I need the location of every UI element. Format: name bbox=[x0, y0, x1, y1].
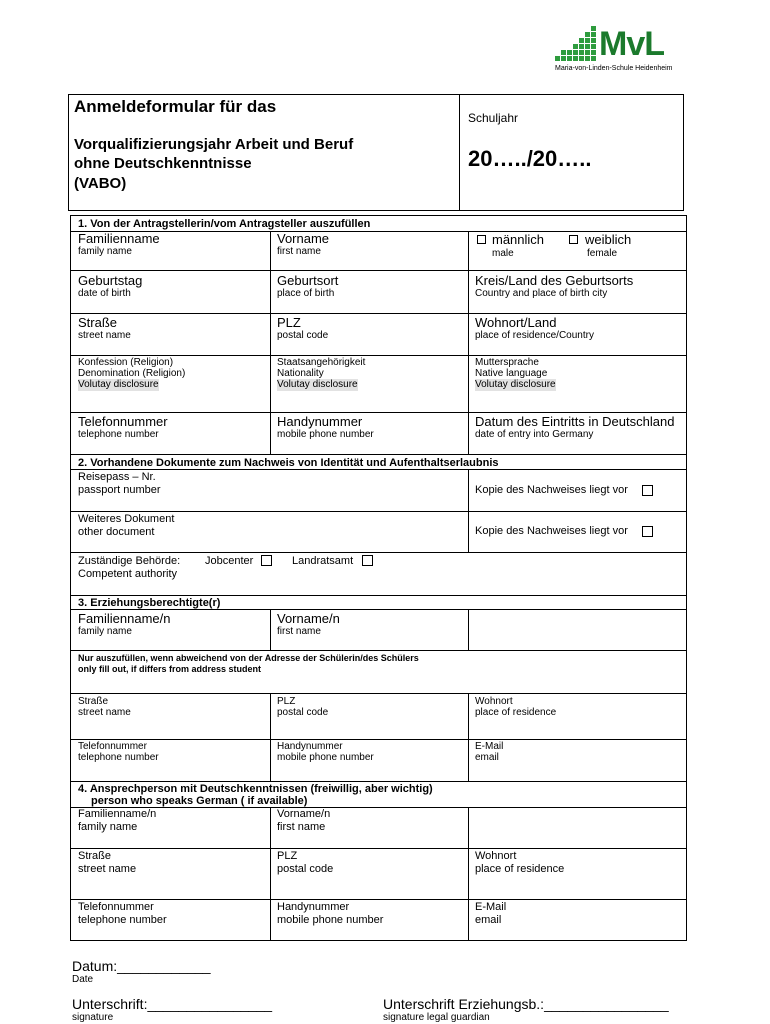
s3-familienname-label: Familienname/n bbox=[78, 611, 171, 626]
street-label: street name bbox=[78, 330, 131, 341]
signature-guardian-label: signature legal guardian bbox=[383, 1012, 490, 1023]
kopie-checkbox-1[interactable] bbox=[642, 485, 653, 496]
kopie-checkbox-2[interactable] bbox=[642, 526, 653, 537]
telephone-label: telephone number bbox=[78, 429, 159, 440]
female-label: female bbox=[587, 248, 618, 259]
maennlich-checkbox[interactable] bbox=[477, 235, 486, 244]
s3-family-name-label: family name bbox=[78, 626, 132, 637]
plz-label: PLZ bbox=[277, 315, 301, 330]
kopie-label-2: Kopie des Nachweises liegt vor bbox=[475, 525, 628, 537]
s3-note-en: only fill out, if differs from address student bbox=[78, 664, 262, 674]
s3-email-label: E-Mail bbox=[475, 741, 504, 752]
signature-label: signature bbox=[72, 1012, 114, 1023]
section-4-subtitle: person who speaks German ( if available) bbox=[91, 795, 308, 807]
unterschrift-field[interactable]: Unterschrift:________________ bbox=[72, 996, 273, 1012]
date-of-birth-label: date of birth bbox=[78, 288, 131, 299]
s3-wohnort-label: Wohnort bbox=[475, 696, 513, 707]
form-subtitle-1: Vorqualifizierungsjahr Arbeit und Beruf bbox=[74, 136, 354, 153]
denomination-label: Denomination (Religion) bbox=[78, 368, 186, 379]
s3-note-de: Nur auszufüllen, wenn abweichend von der Adresse der Schülerin/des Schülers bbox=[78, 653, 419, 663]
section-1-title: 1. Von der Antragstellerin/vom Antragsteller auszufüllen bbox=[78, 218, 371, 230]
staat-label: Staatsangehörigkeit bbox=[277, 357, 366, 368]
s4-email-en-label: email bbox=[475, 914, 502, 926]
konfession-disclosure: Volutay disclosure bbox=[78, 379, 159, 390]
reisepass-label: Reisepass – Nr. bbox=[78, 471, 156, 483]
section-2-title: 2. Vorhandene Dokumente zum Nachweis von Identität und Aufenthaltserlaubnis bbox=[78, 457, 499, 469]
form-title: Anmeldeformular für das bbox=[74, 97, 277, 116]
native-language-label: Native language bbox=[475, 368, 548, 379]
mutter-disclosure: Volutay disclosure bbox=[475, 379, 556, 390]
s4-family-name-label: family name bbox=[78, 821, 138, 833]
datum-field[interactable]: Datum:____________ bbox=[72, 958, 211, 974]
jobcenter-checkbox[interactable] bbox=[261, 555, 272, 566]
s4-first-name-label: first name bbox=[277, 821, 326, 833]
form-subtitle-2: ohne Deutschkenntnisse bbox=[74, 155, 252, 172]
strasse-label: Straße bbox=[78, 315, 118, 330]
male-label: male bbox=[492, 248, 514, 259]
kreisland-label: Kreis/Land des Geburtsorts bbox=[475, 273, 634, 288]
s3-strasse-label: Straße bbox=[78, 696, 109, 707]
s4-postal-label: postal code bbox=[277, 863, 334, 875]
schuljahr-label: Schuljahr bbox=[468, 111, 519, 125]
s4-telefon-label: Telefonnummer bbox=[78, 901, 154, 913]
s3-email-en-label: email bbox=[475, 752, 499, 763]
place-of-birth-label: place of birth bbox=[277, 288, 335, 299]
eintritt-label: Datum des Eintritts in Deutschland bbox=[475, 414, 675, 429]
s4-plz-label: PLZ bbox=[277, 850, 298, 862]
schuljahr-value[interactable]: 20…../20….. bbox=[468, 146, 592, 171]
entry-label: date of entry into Germany bbox=[475, 429, 594, 440]
logo-school-name: Maria-von-Linden-Schule Heidenheim bbox=[555, 65, 673, 72]
s4-handy-label: Handynummer bbox=[277, 901, 350, 913]
first-name-label: first name bbox=[277, 246, 321, 257]
s4-strasse-label: Straße bbox=[78, 850, 112, 862]
postal-label: postal code bbox=[277, 330, 329, 341]
s4-familienname-label: Familienname/n bbox=[78, 808, 157, 820]
vorname-label: Vorname bbox=[277, 231, 330, 246]
s4-street-label: street name bbox=[78, 863, 137, 875]
passport-label: passport number bbox=[78, 484, 161, 496]
logo-letters: MvL bbox=[599, 25, 664, 63]
s3-street-label: street name bbox=[78, 707, 131, 718]
weiblich-label: weiblich bbox=[585, 232, 632, 247]
familienname-label: Familienname bbox=[78, 231, 160, 246]
s4-mobile-label: mobile phone number bbox=[277, 914, 384, 926]
s4-telephone-label: telephone number bbox=[78, 914, 167, 926]
behoerde-label: Zuständige Behörde: bbox=[78, 555, 181, 567]
s3-residence-label: place of residence bbox=[475, 707, 557, 718]
wohnort-label: Wohnort/Land bbox=[475, 315, 557, 330]
s4-wohnort-label: Wohnort bbox=[475, 850, 517, 862]
section-3-title: 3. Erziehungsberechtigte(r) bbox=[78, 597, 221, 609]
weiteres-label: Weiteres Dokument bbox=[78, 513, 175, 525]
maennlich-label: männlich bbox=[492, 232, 545, 247]
s4-email-label: E-Mail bbox=[475, 901, 507, 913]
kopie-label-1: Kopie des Nachweises liegt vor bbox=[475, 484, 628, 496]
school-logo bbox=[555, 26, 675, 76]
landratsamt-label: Landratsamt bbox=[292, 555, 354, 567]
geburtsort-label: Geburtsort bbox=[277, 273, 339, 288]
logo-bars-icon bbox=[555, 26, 603, 64]
landratsamt-checkbox[interactable] bbox=[362, 555, 373, 566]
jobcenter-label: Jobcenter bbox=[205, 555, 254, 567]
nationality-label: Nationality bbox=[277, 368, 324, 379]
s3-handy-label: Handynummer bbox=[277, 741, 343, 752]
date-label: Date bbox=[72, 974, 94, 985]
konfession-label: Konfession (Religion) bbox=[78, 357, 174, 368]
country-birth-label: Country and place of birth city bbox=[475, 288, 608, 299]
residence-label: place of residence/Country bbox=[475, 330, 594, 341]
authority-label: Competent authority bbox=[78, 568, 178, 580]
unterschrift-guardian-field[interactable]: Unterschrift Erziehungsb.:________________ bbox=[383, 996, 669, 1012]
section-4-title: 4. Ansprechperson mit Deutschkenntnissen (freiwillig, aber wichtig) bbox=[78, 783, 433, 795]
telefon-label: Telefonnummer bbox=[78, 414, 168, 429]
staat-disclosure: Volutay disclosure bbox=[277, 379, 358, 390]
s3-first-name-label: first name bbox=[277, 626, 321, 637]
geburtstag-label: Geburtstag bbox=[78, 273, 143, 288]
weiblich-checkbox[interactable] bbox=[569, 235, 578, 244]
other-doc-label: other document bbox=[78, 526, 155, 538]
s3-vorname-label: Vorname/n bbox=[277, 611, 340, 626]
s3-telephone-label: telephone number bbox=[78, 752, 159, 763]
family-name-label: family name bbox=[78, 246, 132, 257]
s3-telefon-label: Telefonnummer bbox=[78, 741, 147, 752]
s3-plz-label: PLZ bbox=[277, 696, 296, 707]
s4-vorname-label: Vorname/n bbox=[277, 808, 331, 820]
s3-mobile-label: mobile phone number bbox=[277, 752, 374, 763]
mobile-label: mobile phone number bbox=[277, 429, 374, 440]
s3-postal-label: postal code bbox=[277, 707, 329, 718]
s4-residence-label: place of residence bbox=[475, 863, 565, 875]
muttersprache-label: Muttersprache bbox=[475, 357, 539, 368]
form-subtitle-3: (VABO) bbox=[74, 175, 127, 192]
handy-label: Handynummer bbox=[277, 414, 363, 429]
